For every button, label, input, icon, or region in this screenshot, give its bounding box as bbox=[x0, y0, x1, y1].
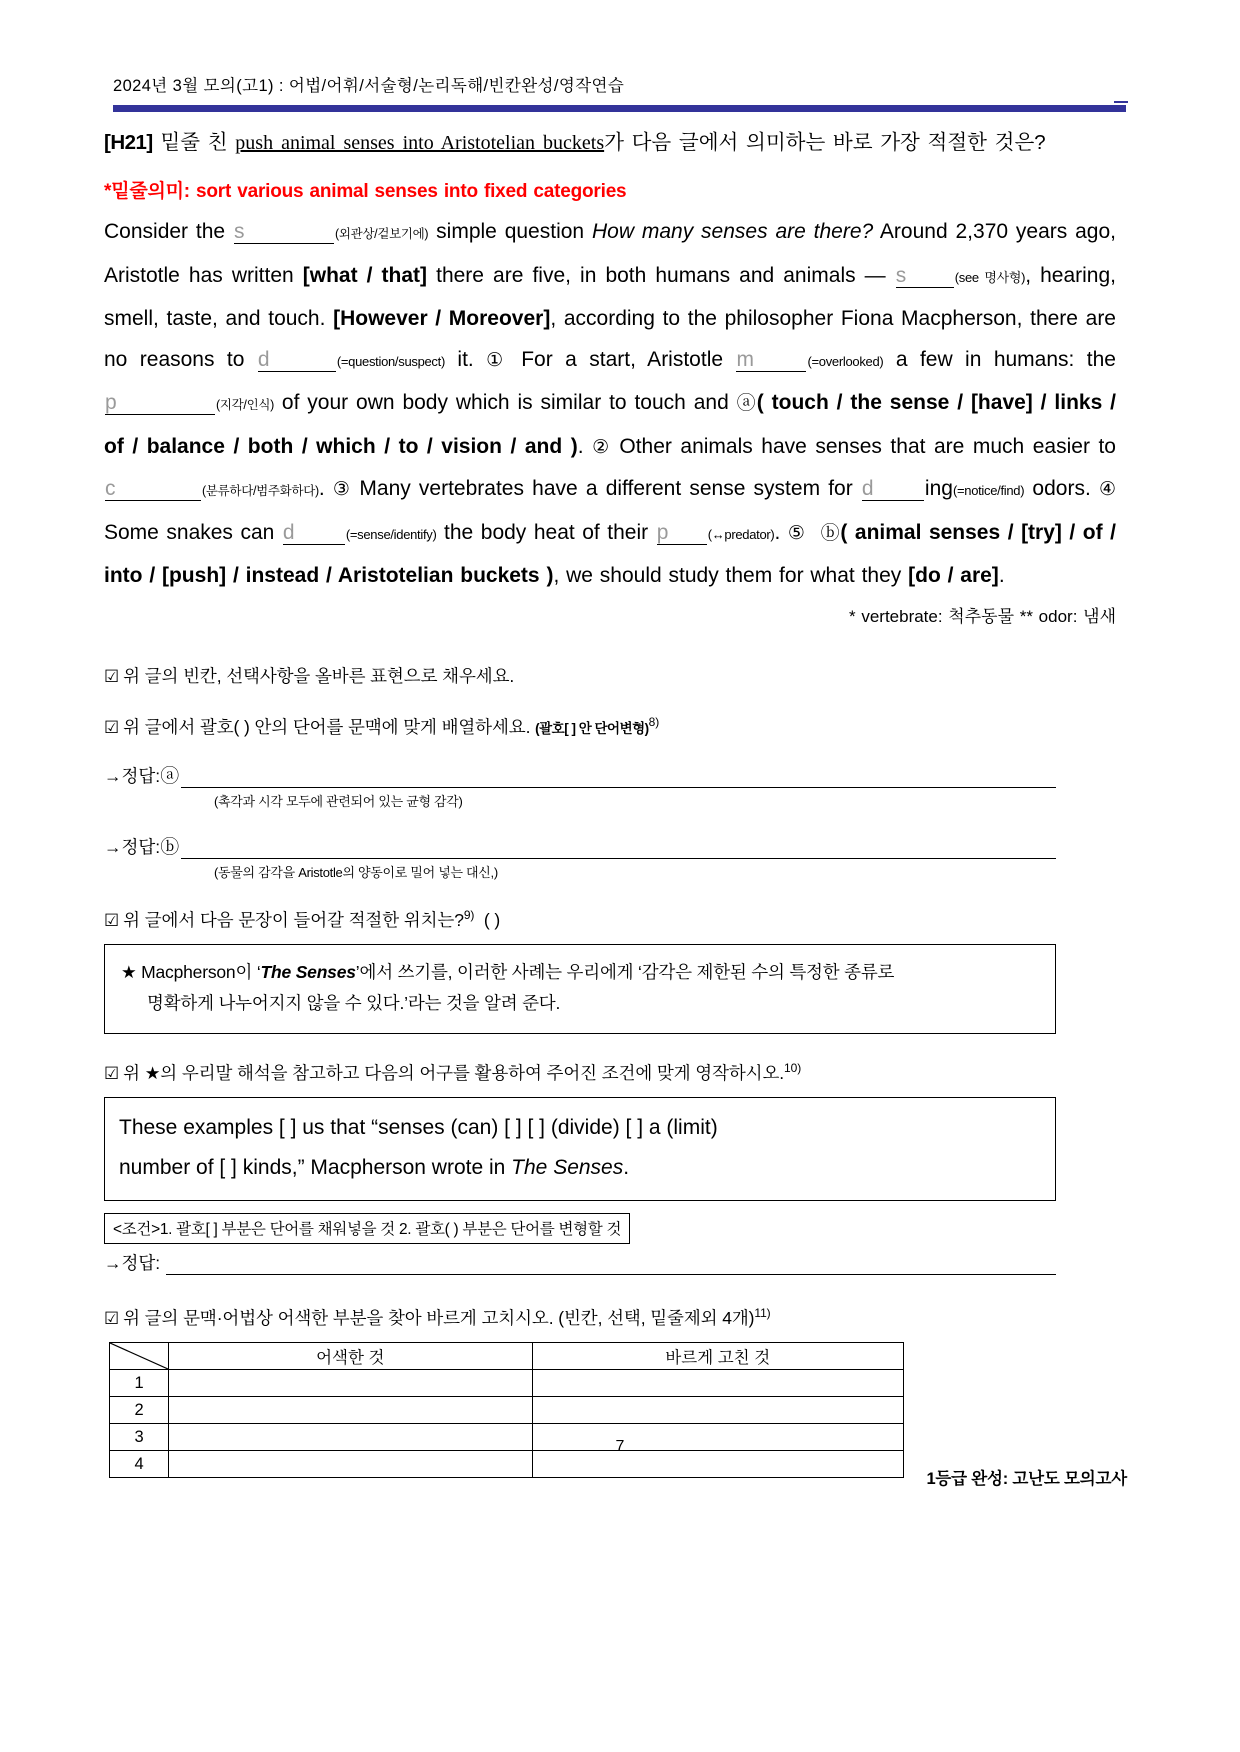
passage-text: there are five, in both humans and animals — bbox=[427, 264, 895, 287]
row-awkward-input[interactable] bbox=[169, 1370, 532, 1397]
answer-input-b[interactable] bbox=[181, 841, 1056, 859]
passage-italic-question: How many senses are there? bbox=[591, 220, 874, 243]
worksheet-content bbox=[104, 122, 1116, 1478]
document-header-title: 2024년 3월 모의(고1) : 어법/어휘/서술형/논리독해/빈칸완성/영작연습 bbox=[113, 77, 625, 95]
blank-c-categorize[interactable]: c bbox=[105, 478, 201, 501]
gloss-perception: (지각/인식) bbox=[216, 398, 274, 412]
table-header-row bbox=[110, 1343, 904, 1370]
passage-text: Other animals have senses that are much easier to bbox=[610, 435, 1116, 458]
task-4-footnote-ref: 10) bbox=[784, 1061, 802, 1076]
answer-hint-a: (촉각과 시각 모두에 관련되어 있는 균형 감각) bbox=[214, 794, 463, 809]
blank-p-prey[interactable]: p bbox=[657, 522, 707, 545]
diagonal-divider-icon bbox=[110, 1343, 168, 1369]
table-header-corrected: 바르게 고친 것 bbox=[532, 1343, 903, 1370]
insert-marker-3: ③ bbox=[332, 479, 352, 500]
answer-row-composition bbox=[104, 1250, 1116, 1275]
passage-text: odors. bbox=[1024, 477, 1099, 500]
row-index: 3 bbox=[110, 1424, 169, 1451]
gloss-prey: (↔predator) bbox=[707, 527, 775, 542]
star-sentence-line-2: 명확하게 나누어지지 않을 수 있다.’라는 것을 알려 준다. bbox=[147, 993, 561, 1013]
star-text-b: ’에서 쓰기를, 이러한 사례는 우리에게 ‘감각은 제한된 수의 특정한 종류로 bbox=[355, 962, 895, 982]
task-2-note: (괄호[ ] 안 단어변형) bbox=[535, 721, 649, 736]
passage-text: . bbox=[774, 521, 788, 544]
gloss-categorize: (분류하다/범주화하다) bbox=[202, 484, 319, 498]
blank-d-doubt[interactable]: d bbox=[258, 349, 336, 372]
choice-what-that[interactable]: [what / that] bbox=[302, 264, 428, 287]
gloss-doubt: (=question/suspect) bbox=[336, 354, 445, 369]
task-5-label: 위 글의 문맥·어법상 어색한 부분을 찾아 바르게 고치시오. (빈칸, 선택, 밑줄제외 4개) bbox=[123, 1308, 755, 1328]
row-corrected-input[interactable] bbox=[532, 1370, 903, 1397]
answer-row-b bbox=[104, 832, 1116, 859]
question-underlined-phrase: push animal senses into Aristotelian buckets bbox=[235, 132, 605, 154]
passage-text: simple question bbox=[428, 220, 592, 243]
task-item-3 bbox=[104, 907, 1116, 932]
row-corrected-input[interactable] bbox=[532, 1397, 903, 1424]
answer-input-composition[interactable] bbox=[166, 1257, 1056, 1275]
insert-marker-2: ② bbox=[592, 437, 611, 458]
star-sentence-line-1 bbox=[121, 957, 1039, 988]
correction-table bbox=[109, 1342, 904, 1478]
answer-label: →정답: bbox=[104, 837, 161, 857]
underline-meaning-line bbox=[104, 176, 1116, 203]
checkbox-icon[interactable]: ☑ bbox=[104, 1309, 120, 1328]
blank-s-apparently[interactable]: s bbox=[234, 221, 334, 244]
question-suffix: 가 다음 글에서 의미하는 바로 가장 적절한 것은? bbox=[604, 131, 1046, 154]
arrange-marker-b: ⓑ bbox=[820, 523, 841, 544]
header-rule-tick bbox=[1114, 101, 1128, 103]
table-row bbox=[110, 1397, 904, 1424]
task-1-label: 위 글의 빈칸, 선택사항을 올바른 표현으로 채우세요. bbox=[123, 666, 515, 686]
passage-text: . bbox=[577, 435, 593, 458]
gloss-detect: (=notice/find) bbox=[952, 483, 1025, 498]
passage-text: For a start, Aristotle bbox=[508, 348, 736, 371]
page-number: 7 bbox=[615, 1438, 625, 1455]
blank-d-detecting[interactable]: d bbox=[862, 478, 924, 501]
blank-p-perception[interactable]: p bbox=[105, 392, 215, 415]
checkbox-icon[interactable]: ☑ bbox=[104, 911, 120, 930]
insert-marker-4: ④ bbox=[1098, 479, 1116, 500]
table-header-awkward: 어색한 것 bbox=[169, 1343, 532, 1370]
correction-table-body bbox=[110, 1370, 904, 1478]
insert-marker-5: ⑤ bbox=[787, 523, 806, 544]
choice-however-moreover[interactable]: [However / Moreover] bbox=[333, 307, 551, 330]
blank-d-detect-heat[interactable]: d bbox=[283, 522, 345, 545]
passage-text: , hearing, smell, taste, and touch. bbox=[104, 264, 1116, 330]
row-index: 4 bbox=[110, 1451, 169, 1478]
task-item-5 bbox=[104, 1305, 1116, 1330]
answer-input-a[interactable] bbox=[181, 770, 1056, 788]
passage-text: , we should study them for what they bbox=[553, 564, 909, 587]
underline-meaning-text: sort various animal senses into fixed categories bbox=[196, 181, 627, 202]
task-5-footnote-ref: 11) bbox=[754, 1306, 771, 1321]
task-3-answer-paren[interactable]: ( ) bbox=[483, 910, 501, 930]
passage-text: the body heat of their bbox=[436, 521, 656, 544]
english-composition-box bbox=[104, 1097, 1056, 1201]
task-3-footnote-ref: 9) bbox=[463, 908, 475, 923]
answer-marker-a: ⓐ bbox=[160, 766, 180, 787]
composition-text-b: . bbox=[623, 1156, 630, 1179]
checkbox-icon[interactable]: ☑ bbox=[104, 1064, 120, 1083]
question-prefix: 밑줄 친 bbox=[160, 131, 236, 154]
table-row bbox=[110, 1370, 904, 1397]
task-4-label: 위 ★의 우리말 해석을 참고하고 다음의 어구를 활용하여 주어진 조건에 맞게 영작하시오. bbox=[123, 1063, 785, 1083]
answer-label: →정답: bbox=[104, 1253, 161, 1273]
row-index: 1 bbox=[110, 1370, 169, 1397]
passage-text: Consider the bbox=[104, 220, 233, 243]
question-tag: [H21] bbox=[104, 131, 153, 154]
answer-marker-b: ⓑ bbox=[160, 837, 180, 858]
row-index: 2 bbox=[110, 1397, 169, 1424]
underline-meaning-label: *밑줄의미: bbox=[104, 181, 197, 202]
composition-line-2 bbox=[119, 1148, 1041, 1188]
choice-do-are[interactable]: [do / are] bbox=[908, 564, 999, 587]
gloss-detect-identify: (=sense/identify) bbox=[345, 527, 437, 542]
gloss-sight: (see 명사형) bbox=[954, 270, 1026, 285]
passage-text: Around 2,370 years ago, Aristotle has written bbox=[104, 220, 1117, 287]
blank-s-sight[interactable]: s bbox=[896, 265, 954, 288]
blank-m-missed[interactable]: m bbox=[736, 349, 806, 372]
passage-text: Some snakes can bbox=[104, 521, 282, 544]
passage-text: Many vertebrates have a different sense system for bbox=[351, 477, 861, 500]
header-rule bbox=[113, 105, 1126, 112]
footer-brand: 1등급 완성: 고난도 모의고사 bbox=[926, 1470, 1127, 1488]
task-item-4 bbox=[104, 1060, 1116, 1085]
star-sentence-box bbox=[104, 944, 1056, 1034]
answer-row-a bbox=[104, 761, 1116, 788]
passage-text: it. bbox=[444, 348, 487, 371]
condition-box: <조건>1. 괄호[ ] 부분은 단어를 채워넣을 것 2. 괄호( ) 부분은 단어를 변형할 것 bbox=[104, 1213, 630, 1244]
passage-text: of your own body which is similar to touch and bbox=[274, 391, 737, 414]
composition-text-a: number of [ ] kinds,” Macpherson wrote in bbox=[119, 1156, 512, 1179]
passage-text: . bbox=[998, 564, 1005, 587]
arrange-marker-a: ⓐ bbox=[736, 393, 757, 414]
passage-text: . bbox=[318, 477, 333, 500]
star-book-title: The Senses bbox=[260, 962, 356, 982]
arrange-group-a[interactable]: ( touch / the sense / [have] / links / of / balance / both / which / to / vision / and ) bbox=[104, 391, 1116, 458]
checkbox-icon[interactable]: ☑ bbox=[104, 718, 120, 737]
passage-text: ing bbox=[924, 477, 953, 500]
answer-label: →정답: bbox=[104, 766, 161, 786]
passage-text: , according to the philosopher Fiona Macpherson, there are no reasons to bbox=[104, 307, 1116, 371]
answer-hint-b: (동물의 감각을 Aristotle의 양동이로 밀어 넣는 대신,) bbox=[214, 865, 498, 880]
composition-book-title: The Senses bbox=[511, 1156, 624, 1179]
arrange-group-b[interactable]: ( animal senses / [try] / of / into / [push] / instead / Aristotelian buckets ) bbox=[104, 521, 1116, 587]
task-item-1 bbox=[104, 663, 1116, 688]
gloss-apparently: (외관상/겉보기에) bbox=[334, 227, 429, 241]
task-2-footnote-ref: 8) bbox=[648, 715, 660, 730]
question-heading bbox=[104, 122, 1116, 164]
composition-line-1: These examples [ ] us that “senses (can) [ ] [ ] (divide) [ ] a (limit) bbox=[119, 1116, 718, 1139]
task-3-label: 위 글에서 다음 문장이 들어갈 적절한 위치는? bbox=[123, 910, 464, 930]
row-awkward-input[interactable] bbox=[169, 1397, 532, 1424]
table-corner-cell bbox=[110, 1343, 169, 1370]
passage-footnote: * vertebrate: 척추동물 ** odor: 냄새 bbox=[848, 607, 1116, 626]
reading-passage bbox=[104, 211, 1117, 626]
gloss-missed: (=overlooked) bbox=[807, 354, 884, 369]
checkbox-icon[interactable]: ☑ bbox=[104, 667, 120, 686]
task-item-2 bbox=[104, 714, 1116, 739]
star-text-a: ★ Macpherson이 ‘ bbox=[121, 962, 261, 982]
task-2-label: 위 글에서 괄호( ) 안의 단어를 문맥에 맞게 배열하세요. bbox=[123, 717, 536, 737]
passage-text: a few in humans: the bbox=[883, 348, 1116, 371]
insert-marker-1: ① bbox=[486, 350, 509, 371]
